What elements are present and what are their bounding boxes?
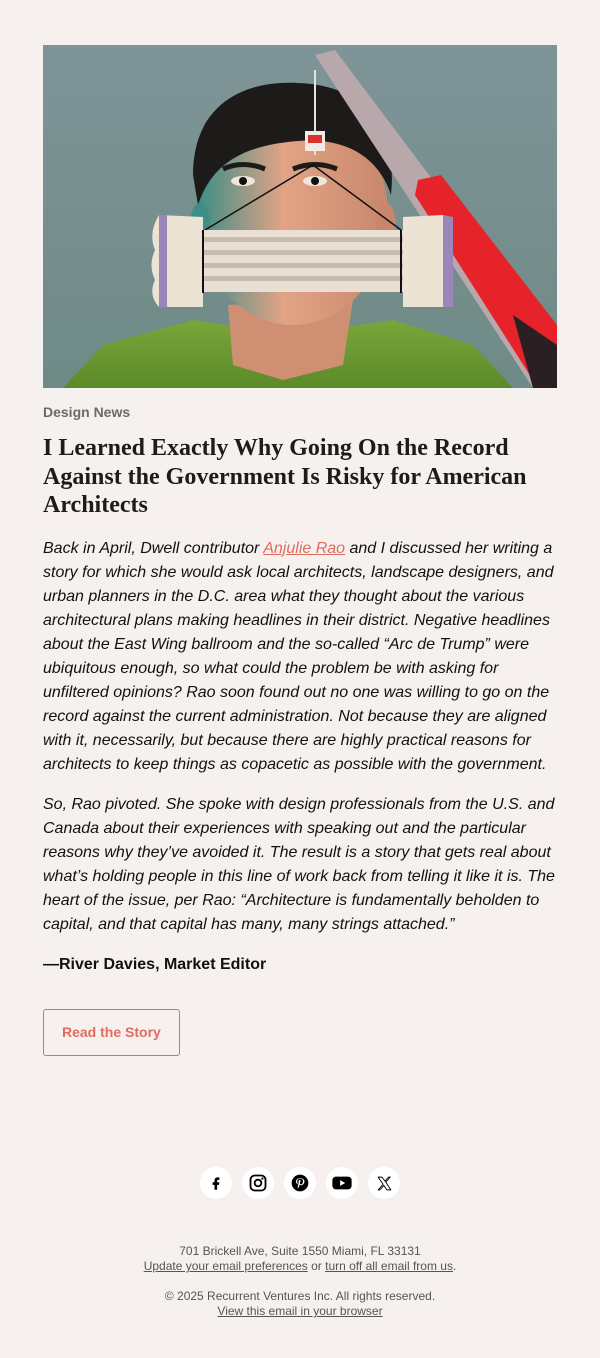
paragraph-text: Back in April, Dwell contributor bbox=[43, 539, 264, 557]
update-preferences-link[interactable]: Update your email preferences bbox=[143, 1259, 308, 1273]
email-content bbox=[43, 45, 557, 1056]
or-text: or bbox=[307, 1259, 326, 1273]
view-in-browser-line bbox=[0, 1304, 600, 1319]
facebook-icon bbox=[207, 1174, 225, 1192]
copyright-text: © 2025 Recurrent Ventures Inc. All rights reserved. bbox=[164, 1289, 436, 1303]
pinterest-icon bbox=[290, 1173, 310, 1193]
article-paragraph-2: So, Rao pivoted. She spoke with design professionals from the U.S. and Canada about their experiences with speaking out and the particular reasons why they’ve avoided it. The result is a story that gets real about what’s holding people in this line of work back from telling it like it is. The heart of the issue, per Rao: “Architecture is fundamentally beholden to capital, and that capital has many, many strings attached.” bbox=[43, 795, 555, 933]
period-text: . bbox=[452, 1259, 457, 1273]
article-headline[interactable]: I Learned Exactly Why Going On the Record Against the Government Is Risky for American Architects bbox=[43, 435, 527, 518]
paragraph-text: and I discussed her writing a story for which she would ask local architects, landscape designers, and urban planners in the D.C. area what they thought about the various architectural plans making headlines in their district. Negative headlines about the East Wing ballroom and the so-called “Arc de Trump” were ubiquitous enough, so what could the problem be with asking for unfiltered opinions? Rao soon found out no one was willing to go on the record against the current administration. Not because they are aligned with it, necessarily, but because there are highly practical reasons for architects to keep things as copacetic as possible with the government. bbox=[43, 539, 554, 773]
article-paragraph-1 bbox=[43, 537, 557, 777]
spacer bbox=[0, 1274, 600, 1289]
unsubscribe-link[interactable]: turn off all email from us bbox=[325, 1259, 453, 1273]
facebook-link[interactable] bbox=[200, 1167, 232, 1199]
company-address: 701 Brickell Ave, Suite 1550 Miami, FL 33131 bbox=[179, 1244, 421, 1258]
preferences-line bbox=[0, 1259, 600, 1274]
editor-signoff: —River Davies, Market Editor bbox=[43, 955, 267, 973]
x-link[interactable] bbox=[368, 1167, 400, 1199]
x-icon bbox=[376, 1175, 393, 1192]
article-category: Design News bbox=[43, 404, 131, 420]
email-footer bbox=[0, 1244, 600, 1319]
youtube-link[interactable] bbox=[326, 1167, 358, 1199]
hero-illustration[interactable] bbox=[43, 45, 557, 388]
pinterest-link[interactable] bbox=[284, 1167, 316, 1199]
instagram-link[interactable] bbox=[242, 1167, 274, 1199]
view-in-browser-link[interactable]: View this email in your browser bbox=[217, 1304, 383, 1318]
social-links bbox=[0, 1167, 600, 1199]
instagram-icon bbox=[248, 1173, 268, 1193]
read-story-button[interactable]: Read the Story bbox=[43, 1009, 180, 1056]
youtube-icon bbox=[331, 1172, 353, 1194]
author-link[interactable]: Anjulie Rao bbox=[263, 539, 346, 557]
